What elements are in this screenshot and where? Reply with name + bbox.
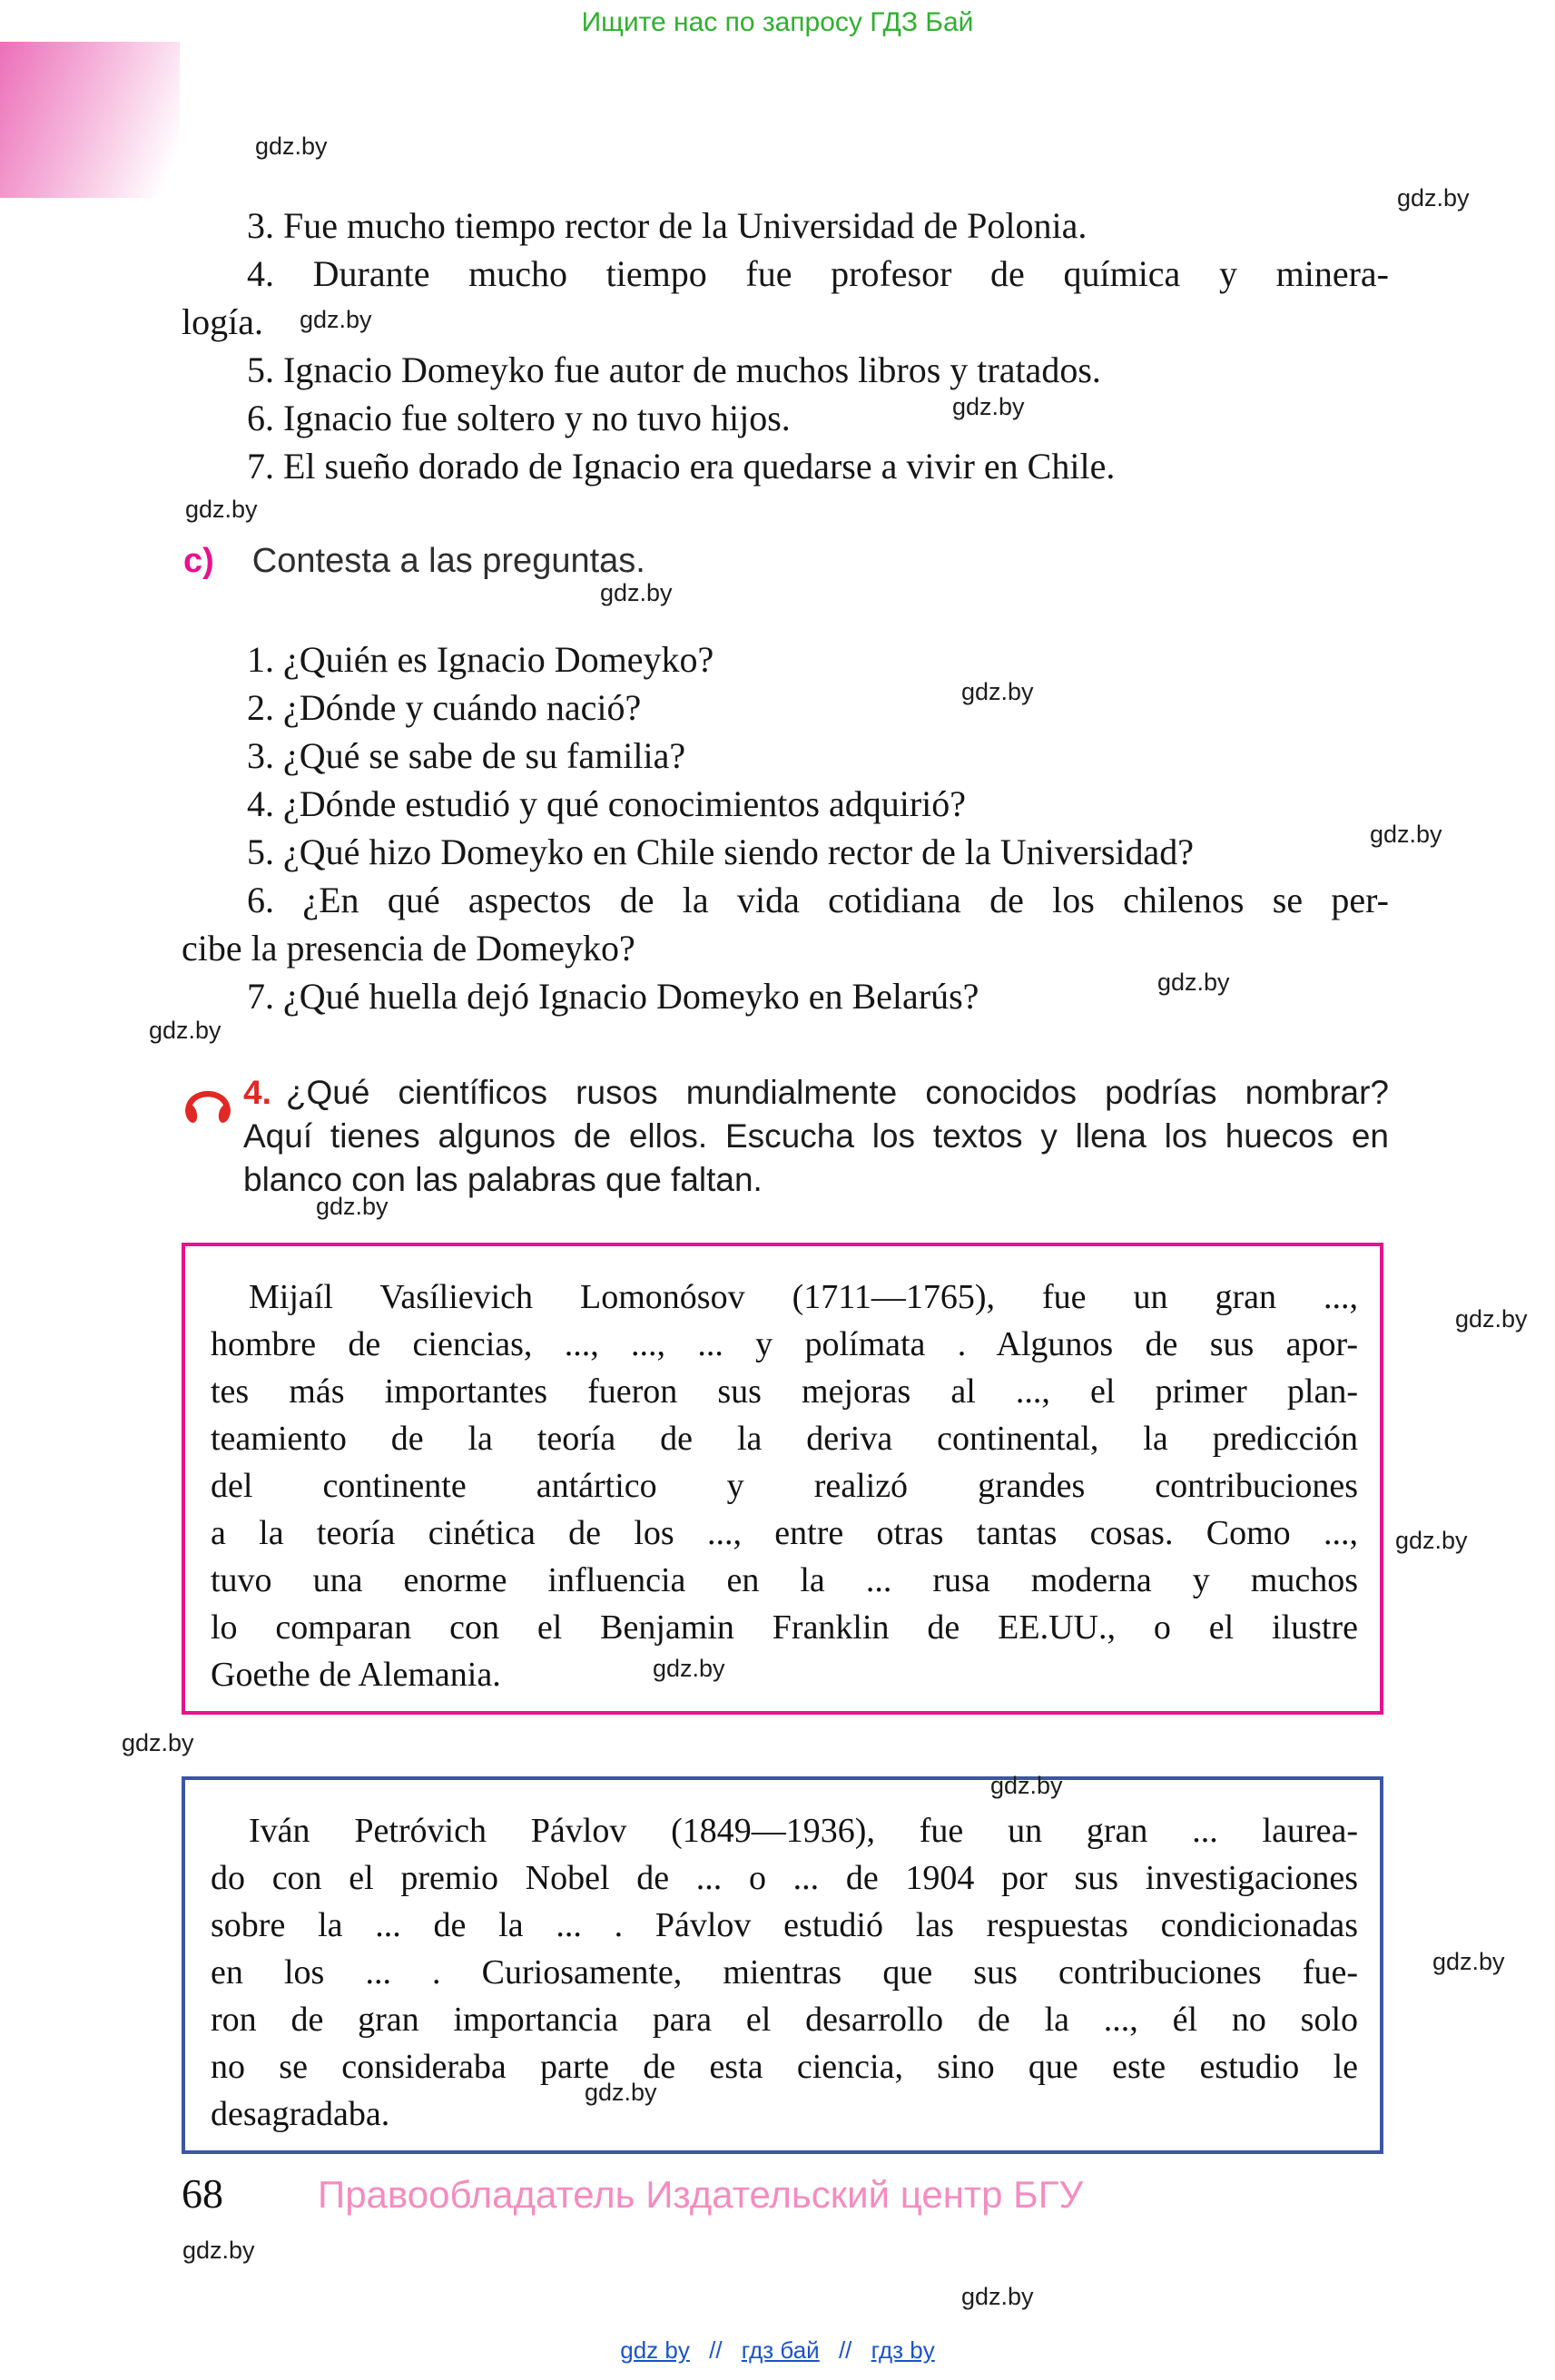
gdz-watermark: gdz.by bbox=[952, 393, 1025, 420]
footer-links bbox=[0, 2336, 1555, 2365]
statement-item bbox=[182, 202, 1389, 250]
footer-separator: // bbox=[838, 2336, 852, 2364]
question-item bbox=[182, 732, 1389, 780]
publisher-line: Правообладатель Издательский центр БГУ bbox=[318, 2173, 1084, 2216]
question-item bbox=[182, 828, 1389, 876]
text-line: 6. ¿En qué aspectos de la vida cotidiana de los chilenos se per- bbox=[247, 880, 1389, 920]
gdz-watermark: gdz.by bbox=[1157, 969, 1230, 996]
text-line: 6. Ignacio fue soltero y no tuvo hijos. bbox=[247, 398, 791, 438]
text-line: desagradaba. bbox=[211, 2095, 390, 2133]
gdz-watermark: gdz.by bbox=[585, 2079, 657, 2106]
gdz-watermark: gdz.by bbox=[182, 2237, 255, 2264]
exercise-instructions bbox=[243, 1115, 1389, 1202]
questions-list bbox=[182, 635, 1389, 1020]
question-item bbox=[182, 876, 1389, 972]
section-c-heading bbox=[183, 539, 645, 583]
question-item bbox=[182, 635, 1389, 684]
text-line: do con el premio Nobel de ... o ... de 1904 por sus investigaciones bbox=[211, 1859, 1358, 1897]
text-line: 5. ¿Qué hizo Domeyko en Chile siendo rector de la Universidad? bbox=[247, 831, 1195, 872]
text-line: 4. ¿Dónde estudió y qué conocimientos adquirió? bbox=[247, 783, 967, 824]
text-line: Mijaíl Vasílievich Lomonósov (1711—1765), fue un gran ..., bbox=[249, 1278, 1358, 1316]
footer-separator: // bbox=[709, 2336, 723, 2364]
page-number: 68 bbox=[182, 2170, 223, 2217]
gdz-watermark: gdz.by bbox=[1370, 821, 1442, 848]
gdz-watermark: gdz.by bbox=[1432, 1948, 1505, 1975]
gdz-watermark: gdz.by bbox=[316, 1193, 389, 1220]
question-item bbox=[182, 780, 1389, 828]
corner-gradient-decoration bbox=[0, 42, 180, 198]
text-line: Goethe de Alemania. bbox=[211, 1656, 501, 1694]
gdz-watermark: gdz.by bbox=[149, 1017, 221, 1044]
text-line: no se consideraba parte de esta ciencia, sino que este estudio le bbox=[211, 2048, 1358, 2086]
text-line: 2. ¿Dónde y cuándo nació? bbox=[247, 687, 642, 728]
text-line: teamiento de la teoría de la deriva continental, la predicción bbox=[211, 1420, 1358, 1458]
lomonosov-text-box bbox=[182, 1243, 1383, 1715]
gdz-watermark: gdz.by bbox=[653, 1655, 725, 1682]
statement-item bbox=[182, 394, 1389, 442]
exercise-number: 4. bbox=[243, 1074, 271, 1111]
gdz-watermark: gdz.by bbox=[1455, 1305, 1528, 1333]
text-line: sobre la ... de la ... . Pávlov estudió las respuestas condicionadas bbox=[211, 1906, 1358, 1944]
gdz-watermark: gdz.by bbox=[122, 1729, 194, 1756]
text-line: 3. ¿Qué se sabe de su familia? bbox=[247, 735, 686, 776]
footer-link-gdz-by[interactable]: gdz by bbox=[620, 2336, 690, 2364]
text-line: Aquí tienes algunos de ellos. Escucha los textos y llena los huecos en bbox=[243, 1117, 1389, 1155]
text-line: en los ... . Curiosamente, mientras que sus contribuciones fue- bbox=[211, 1953, 1358, 1992]
text-line: tes más importantes fueron sus mejoras al ..., el primer plan- bbox=[211, 1372, 1358, 1411]
gdz-watermark: gdz.by bbox=[600, 579, 673, 606]
exercise-4 bbox=[182, 1071, 1389, 1202]
exercise-question: ¿Qué científicos rusos mundialmente conocidos podrías nombrar? bbox=[285, 1074, 1389, 1111]
text-line: 4. Durante mucho tiempo fue profesor de química y minera- bbox=[247, 253, 1389, 294]
exercise-4-text bbox=[243, 1071, 1389, 1202]
question-item bbox=[182, 684, 1389, 732]
text-line: 7. El sueño dorado de Ignacio era quedarse a vivir en Chile. bbox=[247, 446, 1116, 487]
gdz-watermark: gdz.by bbox=[1395, 1527, 1468, 1554]
pavlov-text-box bbox=[182, 1776, 1383, 2154]
text-line: blanco con las palabras que faltan. bbox=[243, 1161, 763, 1198]
statements-list bbox=[182, 202, 1389, 490]
text-line: 5. Ignacio Domeyko fue autor de muchos libros y tratados. bbox=[247, 349, 1101, 390]
gdz-watermark: gdz.by bbox=[990, 1772, 1063, 1799]
footer-link-gdz-by-2[interactable]: гдз by bbox=[871, 2336, 935, 2364]
text-line: 3. Fue mucho tiempo rector de la Universidad de Polonia. bbox=[247, 205, 1088, 246]
gdz-watermark: gdz.by bbox=[961, 678, 1034, 705]
section-c-title: Contesta a las preguntas. bbox=[251, 542, 645, 580]
gdz-watermark: gdz.by bbox=[185, 496, 258, 523]
gdz-watermark: gdz.by bbox=[961, 2283, 1034, 2310]
text-line: tuvo una enorme influencia en la ... rusa moderna y muchos bbox=[211, 1561, 1358, 1599]
headphones-icon bbox=[182, 1071, 243, 1202]
text-line: logía. bbox=[182, 301, 263, 342]
text-line: ron de gran importancia para el desarrollo de la ..., él no solo bbox=[211, 2001, 1358, 2039]
section-c-label: c) bbox=[183, 542, 214, 580]
text-line bbox=[243, 1071, 1389, 1115]
text-line: cibe la presencia de Domeyko? bbox=[182, 928, 635, 969]
text-line: a la teoría cinética de los ..., entre otras tantas cosas. Como ..., bbox=[211, 1514, 1358, 1552]
gdz-watermark: gdz.by bbox=[1397, 184, 1470, 211]
text-line: Iván Petróvich Pávlov (1849—1936), fue un gran ... laurea- bbox=[249, 1812, 1358, 1850]
text-line: lo comparan con el Benjamin Franklin de EE.UU., o el ilustre bbox=[211, 1608, 1358, 1647]
statement-item bbox=[182, 442, 1389, 490]
footer-link-gdz-bai[interactable]: гдз бай bbox=[741, 2336, 820, 2364]
top-banner-text: Ищите нас по запросу ГДЗ Бай bbox=[581, 7, 974, 37]
text-line: 1. ¿Quién es Ignacio Domeyko? bbox=[247, 639, 714, 680]
gdz-watermark: gdz.by bbox=[300, 306, 372, 333]
statement-item bbox=[182, 346, 1389, 394]
text-line: 7. ¿Qué huella dejó Ignacio Domeyko en Belarús? bbox=[247, 976, 979, 1017]
text-line: hombre de ciencias, ..., ..., ... y polímata . Algunos de sus apor- bbox=[211, 1325, 1358, 1363]
text-line: del continente antártico y realizó grandes contribuciones bbox=[211, 1467, 1358, 1505]
gdz-watermark: gdz.by bbox=[255, 133, 328, 160]
